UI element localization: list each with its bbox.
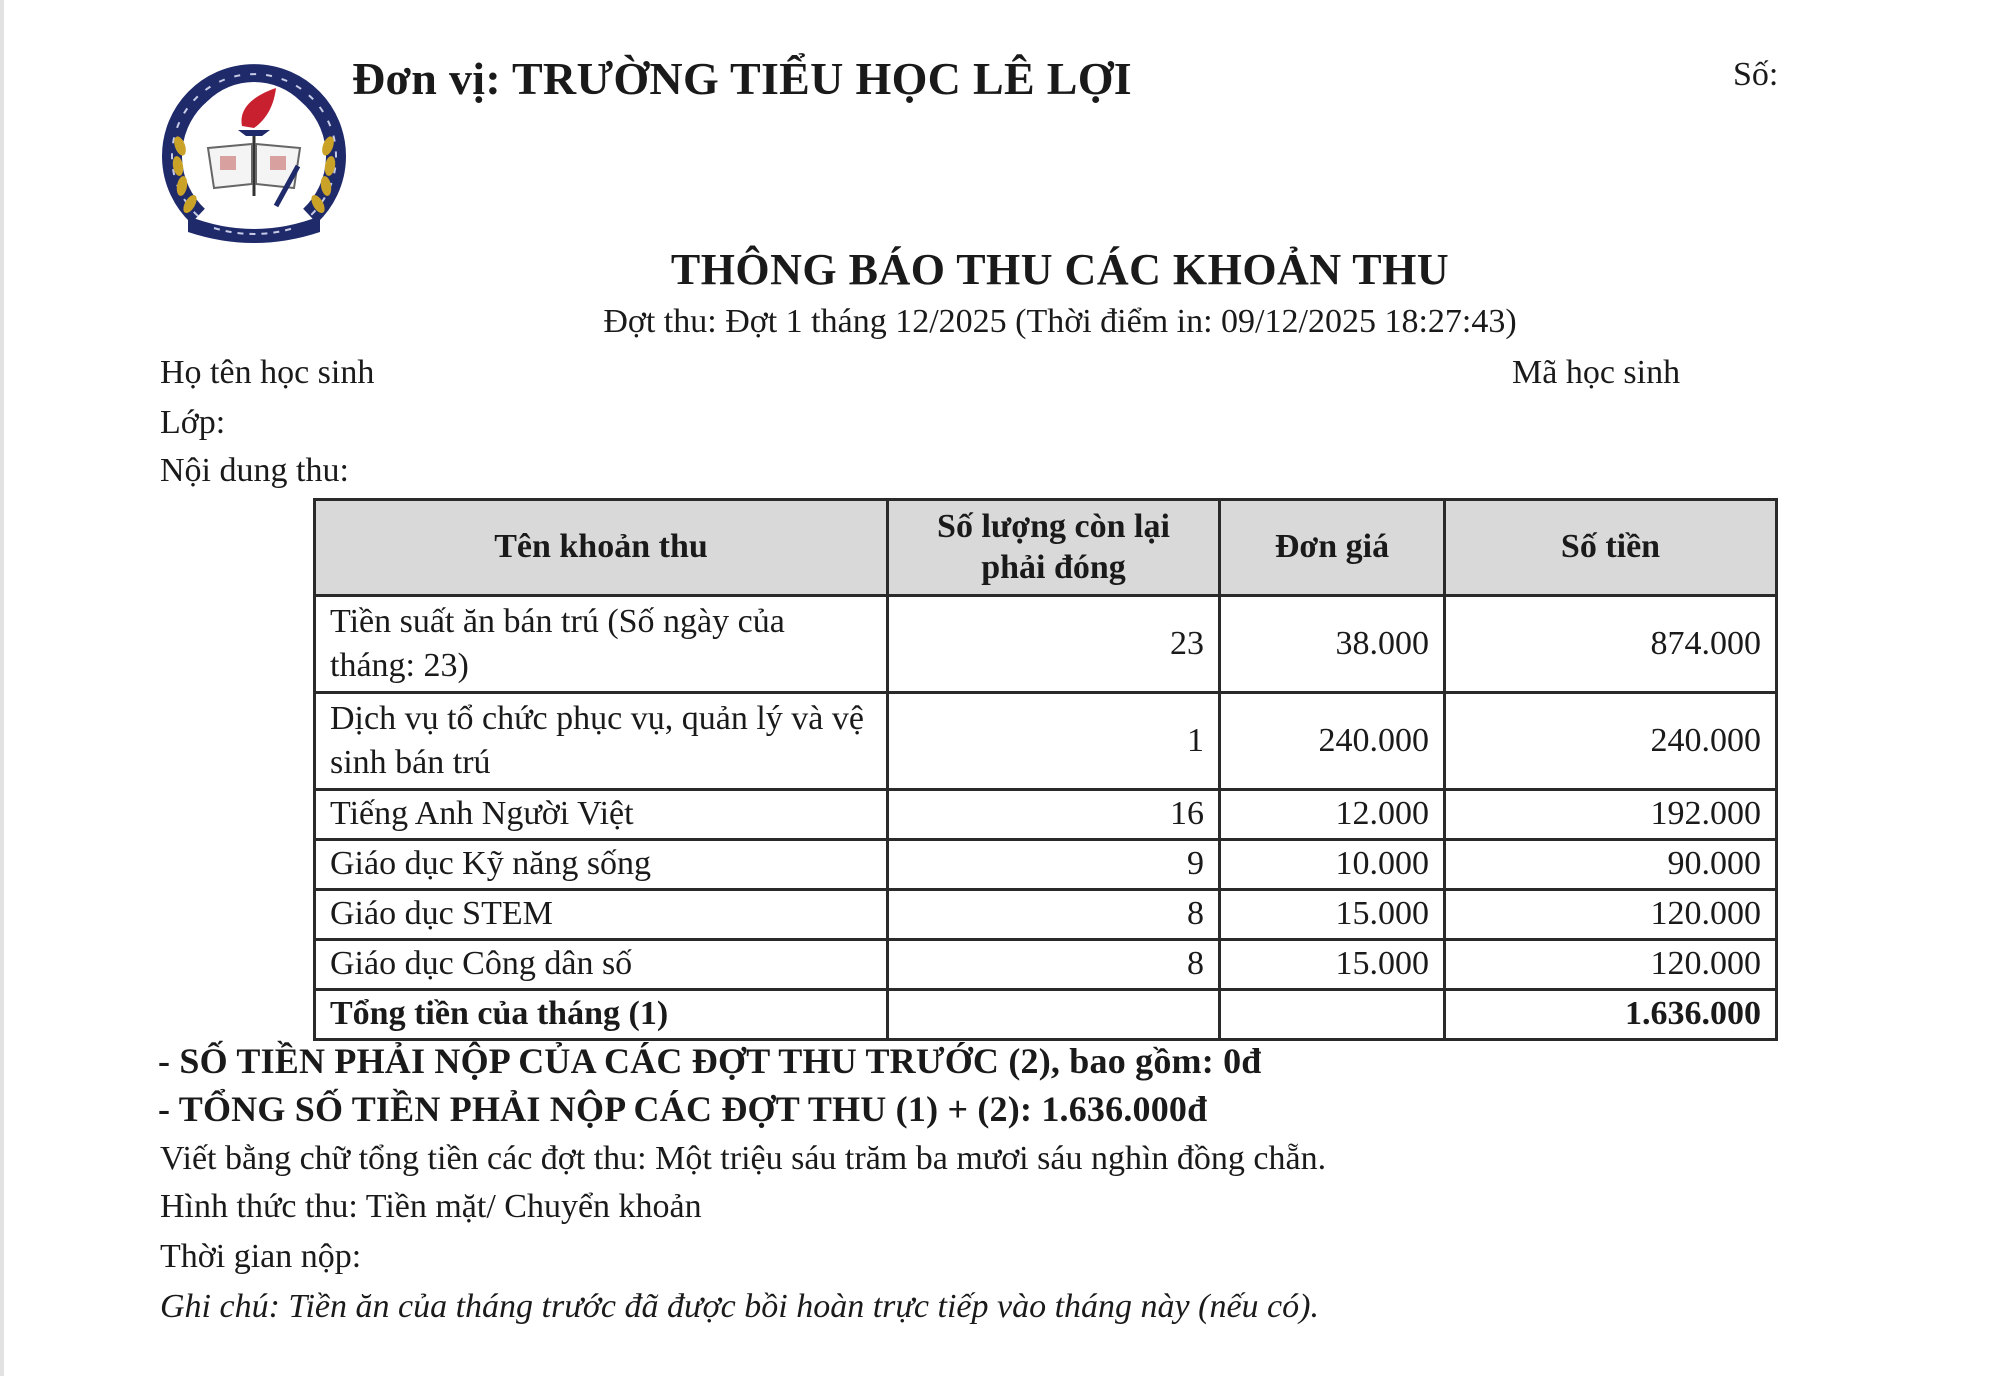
total-label: Tổng tiền của tháng (1) [315, 990, 888, 1040]
column-header-amount: Số tiền [1445, 500, 1777, 596]
fee-unit-price: 12.000 [1220, 790, 1445, 840]
total-row [315, 990, 1777, 1040]
unit-name: Đơn vị: TRƯỜNG TIỂU HỌC LÊ LỢI [352, 53, 1132, 104]
payment-method: Hình thức thu: Tiền mặt/ Chuyển khoản [160, 1188, 702, 1225]
note: Ghi chú: Tiền ăn của tháng trước đã được bồi hoàn trực tiếp vào tháng này (nếu có). [160, 1288, 1319, 1325]
page-edge [0, 0, 4, 1376]
content-label: Nội dung thu: [160, 452, 349, 489]
page-title: THÔNG BÁO THU CÁC KHOẢN THU [670, 245, 1450, 294]
table-row [315, 790, 1777, 840]
table-row [315, 890, 1777, 940]
fee-quantity: 1 [888, 693, 1220, 790]
fee-amount: 192.000 [1445, 790, 1777, 840]
fee-amount: 120.000 [1445, 890, 1777, 940]
previous-periods-due: - SỐ TIỀN PHẢI NỘP CỦA CÁC ĐỢT THU TRƯỚC (2), bao gồm: 0đ [158, 1041, 1262, 1081]
fee-unit-price: 240.000 [1220, 693, 1445, 790]
total-quantity [888, 990, 1220, 1040]
table-row [315, 596, 1777, 693]
fee-name: Giáo dục Kỹ năng sống [315, 840, 888, 890]
total-unit-price [1220, 990, 1445, 1040]
total-due: - TỔNG SỐ TIỀN PHẢI NỘP CÁC ĐỢT THU (1) + (2): 1.636.000đ [158, 1089, 1208, 1129]
payment-time: Thời gian nộp: [160, 1238, 362, 1275]
table-header-row [315, 500, 1777, 596]
fee-unit-price: 15.000 [1220, 890, 1445, 940]
class-label: Lớp: [160, 404, 226, 441]
student-name-label: Họ tên học sinh [160, 354, 375, 391]
fee-amount: 90.000 [1445, 840, 1777, 890]
fee-unit-price: 38.000 [1220, 596, 1445, 693]
column-header-unit-price: Đơn giá [1220, 500, 1445, 596]
fee-quantity: 23 [888, 596, 1220, 693]
column-header-item-name: Tên khoản thu [315, 500, 888, 596]
fee-name: Giáo dục Công dân số [315, 940, 888, 990]
fee-name: Tiếng Anh Người Việt [315, 790, 888, 840]
fee-name: Dịch vụ tổ chức phục vụ, quản lý và vệ sinh bán trú [315, 693, 888, 790]
fee-unit-price: 10.000 [1220, 840, 1445, 890]
total-amount: 1.636.000 [1445, 990, 1777, 1040]
document-number-label: Số: [1733, 56, 1779, 93]
fee-table [313, 498, 1778, 1041]
table-row [315, 840, 1777, 890]
fee-quantity: 8 [888, 890, 1220, 940]
fee-name: Giáo dục STEM [315, 890, 888, 940]
fee-amount: 120.000 [1445, 940, 1777, 990]
fee-amount: 240.000 [1445, 693, 1777, 790]
school-emblem-icon [158, 56, 350, 246]
fee-name: Tiền suất ăn bán trú (Số ngày của tháng: 23) [315, 596, 888, 693]
fee-amount: 874.000 [1445, 596, 1777, 693]
column-header-quantity: Số lượng còn lại phải đóng [888, 500, 1220, 596]
fee-quantity: 16 [888, 790, 1220, 840]
amount-in-words: Viết bằng chữ tổng tiền các đợt thu: Một triệu sáu trăm ba mươi sáu nghìn đồng chẵn. [160, 1140, 1327, 1177]
fee-quantity: 9 [888, 840, 1220, 890]
table-row [315, 693, 1777, 790]
table-row [315, 940, 1777, 990]
fee-unit-price: 15.000 [1220, 940, 1445, 990]
fee-quantity: 8 [888, 940, 1220, 990]
collection-period: Đợt thu: Đợt 1 tháng 12/2025 (Thời điểm in: 09/12/2025 18:27:43) [603, 303, 1517, 340]
student-code-label: Mã học sinh [1512, 354, 1681, 391]
